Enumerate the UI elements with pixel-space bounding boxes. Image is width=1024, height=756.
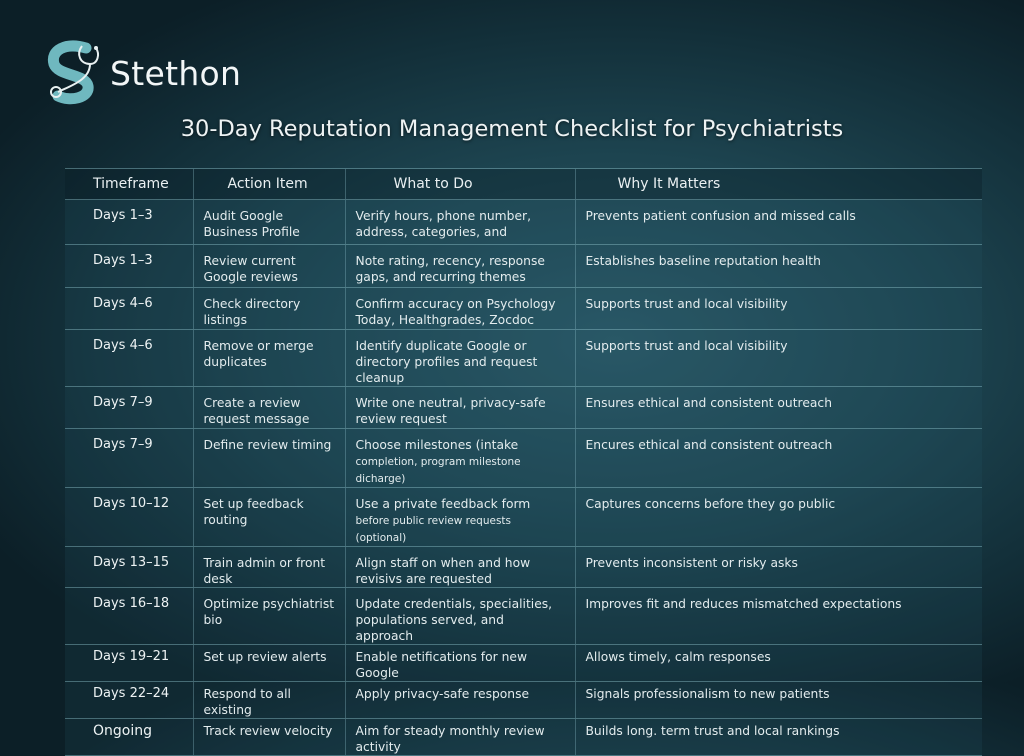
action-item-cell-text: Create a review request message <box>203 396 310 426</box>
action-item-cell <box>193 200 345 245</box>
why-it-matters-cell <box>575 429 982 488</box>
what-to-do-cell-text: Use a private feedback form <box>355 497 531 511</box>
timeframe-cell <box>65 330 193 387</box>
why-it-matters-cell <box>575 682 982 719</box>
timeframe-cell <box>65 719 193 756</box>
timeframe-cell-text: Ongoing <box>93 723 152 739</box>
what-to-do-cell <box>345 330 575 387</box>
timeframe-cell <box>65 387 193 429</box>
what-to-do-cell <box>345 645 575 682</box>
timeframe-cell-text: Days 1–3 <box>93 208 153 223</box>
timeframe-cell-text: Days 4–6 <box>93 296 153 311</box>
header-why-it-matters: Why It Matters <box>575 169 982 200</box>
action-item-cell-text: Track review velocity <box>203 724 333 738</box>
stethoscope-s-logo-icon <box>46 40 104 106</box>
timeframe-cell-text: Days 10–12 <box>93 496 170 511</box>
action-item-cell <box>193 547 345 588</box>
timeframe-cell-text: Days 7–9 <box>93 395 153 410</box>
table-row <box>65 387 982 429</box>
why-it-matters-cell <box>575 330 982 387</box>
action-item-cell-text: Check directory listings <box>203 297 301 327</box>
action-item-cell-text: Review current Google reviews <box>203 254 298 284</box>
header-what-to-do: What to Do <box>345 169 575 200</box>
why-it-matters-cell <box>575 645 982 682</box>
action-item-cell <box>193 429 345 488</box>
action-item-cell-text: Train admin or front desk <box>203 556 326 586</box>
checklist-table <box>65 168 982 756</box>
action-item-cell-text: Set up review alerts <box>203 650 327 664</box>
timeframe-cell-text: Days 22–24 <box>93 686 170 701</box>
why-it-matters-cell <box>575 719 982 756</box>
action-item-cell-text: Optimize psychiatrist bio <box>203 597 335 627</box>
why-it-matters-cell <box>575 245 982 288</box>
action-item-cell <box>193 588 345 645</box>
timeframe-cell <box>65 245 193 288</box>
action-item-cell <box>193 645 345 682</box>
what-to-do-cell <box>345 719 575 756</box>
what-to-do-cell-text: Apply privacy-safe response <box>355 687 530 701</box>
what-to-do-cell <box>345 387 575 429</box>
action-item-cell <box>193 245 345 288</box>
why-it-matters-cell-text: Allows timely, calm responses <box>585 650 771 664</box>
what-to-do-cell <box>345 245 575 288</box>
what-to-do-cell-text: Choose milestones (intake <box>355 438 519 452</box>
action-item-cell-text: Set up feedback routing <box>203 497 304 527</box>
page-title: 30-Day Reputation Management Checklist for Psychiatrists <box>180 116 844 142</box>
why-it-matters-cell-text: Prevents inconsistent or risky asks <box>585 556 798 570</box>
action-item-cell-text: Remove or merge duplicates <box>203 339 314 369</box>
timeframe-cell <box>65 488 193 547</box>
why-it-matters-cell <box>575 488 982 547</box>
timeframe-cell-text: Days 7–9 <box>93 437 153 452</box>
table-row <box>65 645 982 682</box>
what-to-do-cell <box>345 588 575 645</box>
why-it-matters-cell <box>575 588 982 645</box>
what-to-do-note: completion, program milestone dicharge) <box>355 456 521 485</box>
header-timeframe: Timeframe <box>65 169 193 200</box>
timeframe-cell-text: Days 4–6 <box>93 338 153 353</box>
what-to-do-cell-text: Write one neutral, privacy-safe review request <box>355 396 546 426</box>
timeframe-cell <box>65 645 193 682</box>
brand-name: Stethon <box>110 53 242 93</box>
what-to-do-cell <box>345 682 575 719</box>
what-to-do-cell-text: Identify duplicate Google or directory profiles and request cleanup <box>355 339 538 385</box>
action-item-cell <box>193 330 345 387</box>
action-item-cell-text: Respond to all existing <box>203 687 291 717</box>
action-item-cell <box>193 719 345 756</box>
what-to-do-cell-text: Enable netifications for new Google <box>355 650 528 680</box>
table-header-row <box>65 169 982 200</box>
what-to-do-cell-text: Update credentials, specialities, populations served, and approach <box>355 597 553 643</box>
table-row <box>65 588 982 645</box>
what-to-do-cell <box>345 288 575 330</box>
timeframe-cell-text: Days 13–15 <box>93 555 170 570</box>
table-row <box>65 547 982 588</box>
why-it-matters-cell-text: Builds long. term trust and local rankings <box>585 724 840 738</box>
what-to-do-note: before public review requests (optional) <box>355 515 512 544</box>
why-it-matters-cell-text: Supports trust and local visibility <box>585 297 788 311</box>
table-row <box>65 682 982 719</box>
table-row <box>65 245 982 288</box>
timeframe-cell-text: Days 1–3 <box>93 253 153 268</box>
action-item-cell <box>193 488 345 547</box>
why-it-matters-cell <box>575 387 982 429</box>
why-it-matters-cell <box>575 200 982 245</box>
table-row <box>65 429 982 488</box>
action-item-cell <box>193 288 345 330</box>
timeframe-cell <box>65 588 193 645</box>
timeframe-cell-text: Days 16–18 <box>93 596 170 611</box>
table-row <box>65 488 982 547</box>
why-it-matters-cell-text: Improves fit and reduces mismatched expectations <box>585 597 902 611</box>
why-it-matters-cell <box>575 288 982 330</box>
timeframe-cell <box>65 547 193 588</box>
what-to-do-cell-text: Confirm accuracy on Psychology Today, Healthgrades, Zocdoc <box>355 297 556 327</box>
timeframe-cell <box>65 288 193 330</box>
what-to-do-cell <box>345 488 575 547</box>
why-it-matters-cell-text: Captures concerns before they go public <box>585 497 836 511</box>
table-row <box>65 719 982 756</box>
why-it-matters-cell-text: Ensures ethical and consistent outreach <box>585 396 832 410</box>
why-it-matters-cell-text: Establishes baseline reputation health <box>585 254 821 268</box>
table-row <box>65 288 982 330</box>
timeframe-cell <box>65 200 193 245</box>
table-row <box>65 200 982 245</box>
action-item-cell <box>193 682 345 719</box>
timeframe-cell <box>65 429 193 488</box>
what-to-do-cell-text: Note rating, recency, response gaps, and recurring themes <box>355 254 545 284</box>
what-to-do-cell-text: Align staff on when and how revisivs are requested <box>355 556 531 586</box>
what-to-do-cell-text: Aim for steady monthly review activity <box>355 724 545 754</box>
what-to-do-cell <box>345 429 575 488</box>
timeframe-cell <box>65 682 193 719</box>
what-to-do-cell-text: Verify hours, phone number, address, categories, and <box>355 209 531 239</box>
header-action-item: Action Item <box>193 169 345 200</box>
why-it-matters-cell-text: Signals professionalism to new patients <box>585 687 830 701</box>
action-item-cell-text: Define review timing <box>203 438 332 452</box>
why-it-matters-cell <box>575 547 982 588</box>
timeframe-cell-text: Days 19–21 <box>93 649 170 664</box>
action-item-cell-text: Audit Google Business Profile <box>203 209 300 239</box>
table-row <box>65 330 982 387</box>
why-it-matters-cell-text: Supports trust and local visibility <box>585 339 788 353</box>
what-to-do-cell <box>345 200 575 245</box>
why-it-matters-cell-text: Encures ethical and consistent outreach <box>585 438 833 452</box>
brand-logo <box>46 40 241 106</box>
what-to-do-cell <box>345 547 575 588</box>
why-it-matters-cell-text: Prevents patient confusion and missed calls <box>585 209 856 223</box>
action-item-cell <box>193 387 345 429</box>
